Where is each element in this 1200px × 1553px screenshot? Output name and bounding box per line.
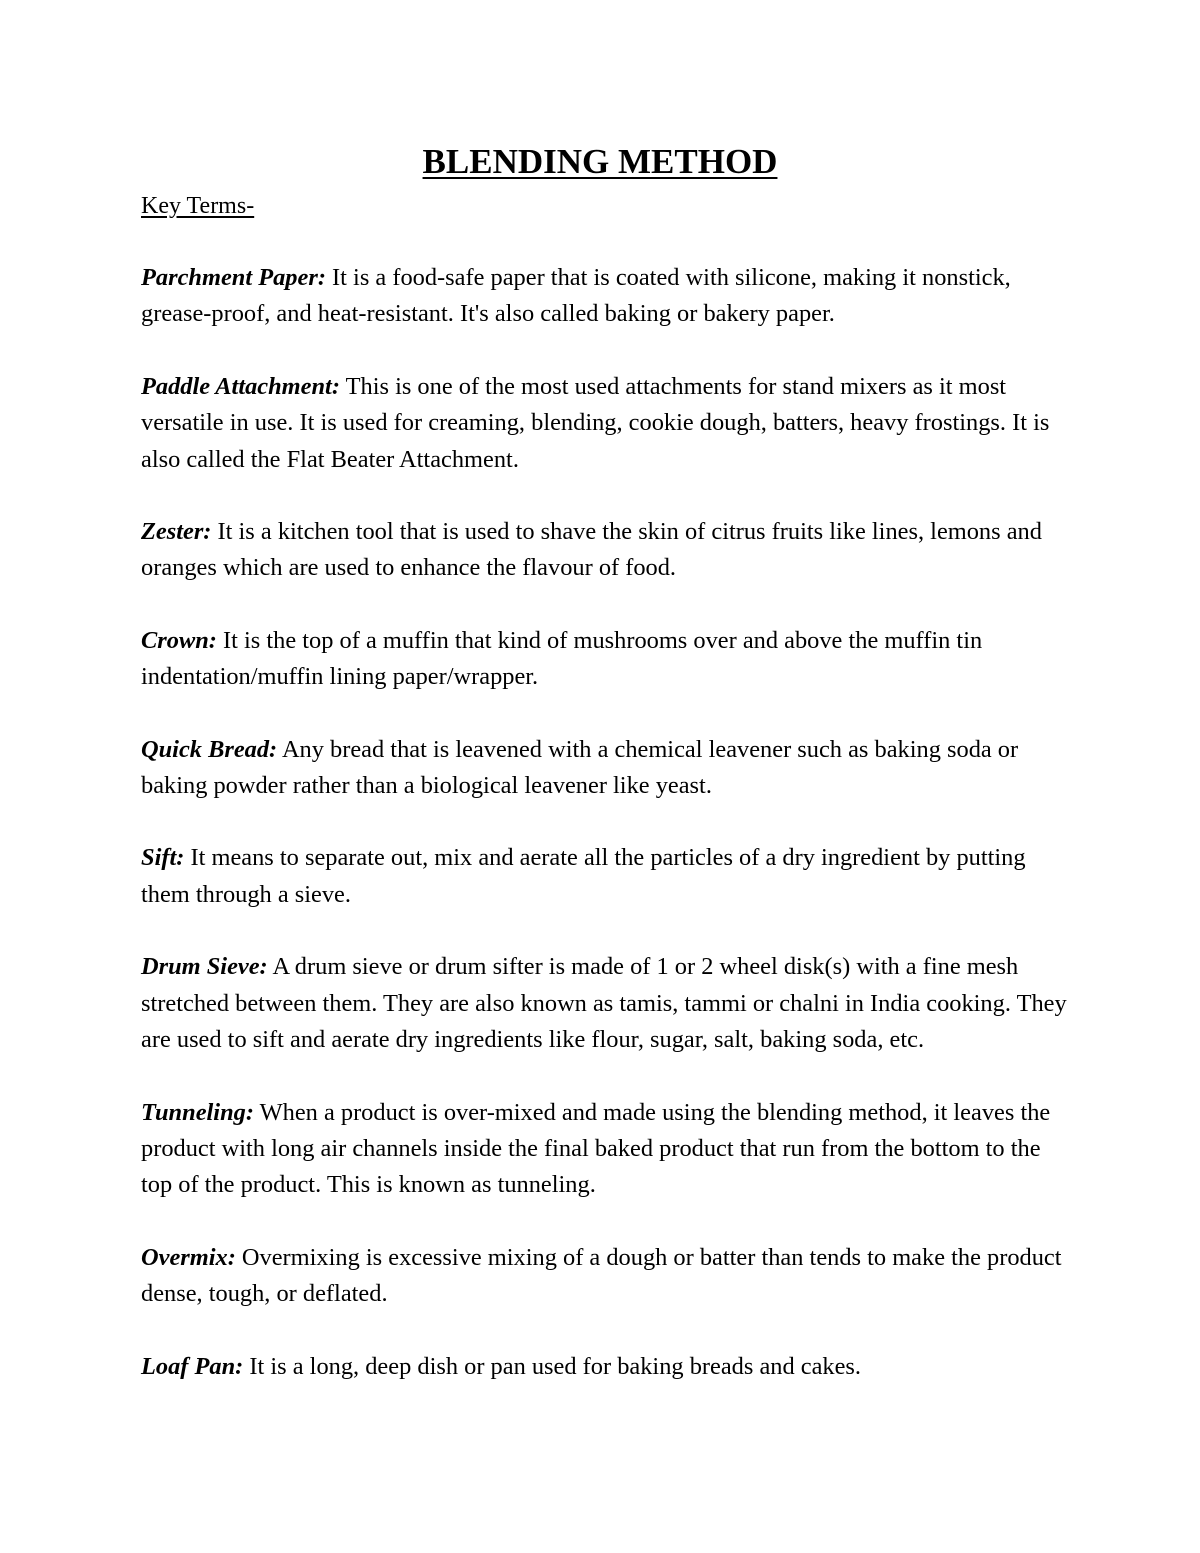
document-title: BLENDING METHOD	[422, 142, 778, 181]
term-entry-zester	[141, 514, 1071, 587]
term-entry-crown	[141, 623, 1071, 696]
term-name: Paddle Attachment:	[141, 372, 340, 400]
term-definition: When a product is over-mixed and made using the blending method, it leaves the product with long air channels inside the final baked product that run from the bottom to the top of the product. This is known as tunneling.	[141, 1098, 1051, 1199]
term-definition: It is a kitchen tool that is used to shave the skin of citrus fruits like lines, lemons and oranges which are used to enhance the flavour of food.	[141, 518, 1042, 582]
term-entry-paddle-attachment	[141, 369, 1071, 478]
term-name: Quick Bread:	[141, 735, 278, 763]
term-name: Tunneling:	[141, 1098, 254, 1126]
term-entry-loaf-pan	[141, 1349, 1071, 1385]
term-entry-sift	[141, 840, 1071, 913]
term-definition: It is a food-safe paper that is coated with silicone, making it nonstick, grease-proof, and heat-resistant. It's also called baking or bakery paper.	[141, 264, 1011, 328]
key-terms-heading: Key Terms-	[141, 193, 255, 219]
term-definition: Overmixing is excessive mixing of a dough or batter than tends to make the product dense, tough, or deflated.	[141, 1243, 1062, 1308]
term-name: Loaf Pan:	[141, 1352, 244, 1380]
term-entry-quick-bread	[141, 732, 1071, 805]
term-definition: A drum sieve or drum sifter is made of 1 or 2 wheel disk(s) with a fine mesh stretched between them. They are also known as tamis, tammi or chalni in India cooking. They are used to sift and aerate dry ingredients like flour, sugar, salt, baking soda, etc.	[141, 953, 1067, 1054]
term-name: Overmix:	[141, 1243, 236, 1271]
term-definition: Any bread that is leavened with a chemical leavener such as baking soda or baking powder rather than a biological leavener like yeast.	[141, 735, 1019, 800]
term-entry-overmix	[141, 1240, 1071, 1313]
term-definition: It means to separate out, mix and aerate all the particles of a dry ingredient by putting them through a sieve.	[141, 844, 1026, 908]
term-definition: It is a long, deep dish or pan used for baking breads and cakes.	[243, 1352, 862, 1380]
term-definition: It is the top of a muffin that kind of mushrooms over and above the muffin tin indentation/muffin lining paper/wrapper.	[141, 626, 983, 691]
term-entry-parchment-paper	[141, 260, 1071, 333]
term-entry-drum-sieve	[141, 949, 1071, 1058]
term-definition: This is one of the most used attachments for stand mixers as it most versatile in use. It is used for creaming, blending, cookie dough, batters, heavy frostings. It is also called the Flat Beater Attachment.	[141, 372, 1050, 473]
term-name: Drum Sieve:	[141, 953, 268, 981]
term-list	[141, 260, 1071, 1421]
term-name: Crown:	[141, 626, 217, 654]
term-name: Sift:	[141, 844, 185, 872]
term-name: Zester:	[141, 518, 212, 546]
term-name: Parchment Paper:	[141, 264, 326, 291]
term-entry-tunneling	[141, 1095, 1071, 1204]
